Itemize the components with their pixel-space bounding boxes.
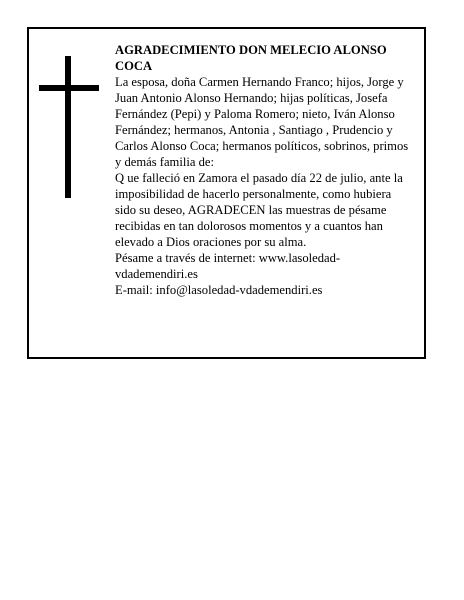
family-list: La esposa, doña Carmen Hernando Franco; hijos, Jorge y Juan Antonio Alonso Hernando; hijas políticas, Josefa Fernández (Pepi) y Paloma Romero; nieto, Iván Alonso Fernández; hermanos, Antonia , Santiago , Prudencio y Carlos Alonso Coca; hermanos políticos, sobrinos, primos y demás familia de: [115, 75, 409, 169]
notice-text [115, 42, 415, 298]
condolence-website: Pésame a través de internet: www.lasoledad-vdademendiri.es [115, 251, 341, 281]
contact-email: E-mail: info@lasoledad-vdademendiri.es [115, 283, 323, 297]
obituary-notice [27, 27, 426, 359]
notice-title: AGRADECIMIENTO DON MELECIO ALONSO COCA [115, 43, 387, 73]
thanks-message: Q ue falleció en Zamora el pasado día 22 de julio, ante la imposibilidad de hacerlo personalmente, como hubiera sido su deseo, AGRADECEN las muestras de pésame recibidas en tan dolorosos momentos y a cuantos han elevado a Dios oraciones por su alma. [115, 171, 403, 249]
cross-vertical-bar [65, 56, 71, 198]
cross-horizontal-bar [39, 85, 99, 91]
cross-icon [39, 56, 99, 198]
